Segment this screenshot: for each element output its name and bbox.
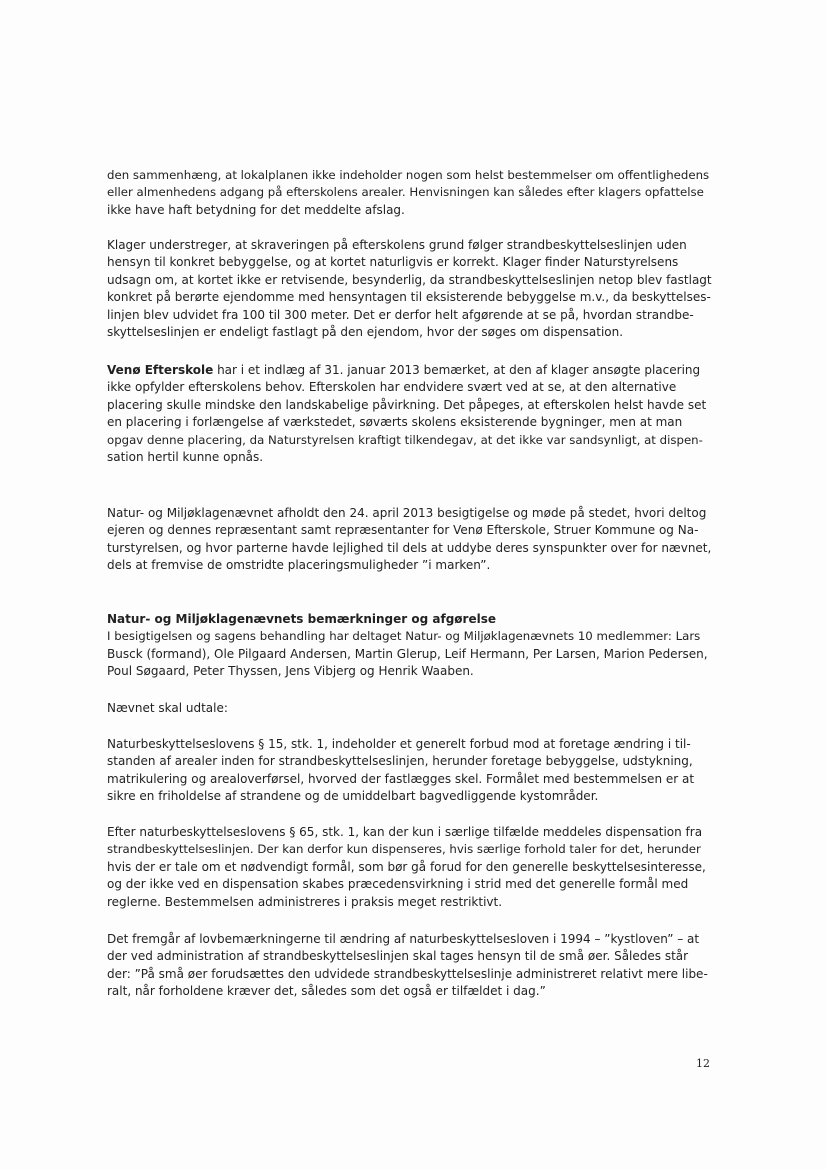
text-line: og der ikke ved en dispensation skabes præcedensvirkning i strid med det generelle formål med: [107, 877, 689, 892]
text-line: den sammenhæng, at lokalplanen ikke indeholder nogen som helst bestemmelser om offentlighedens: [107, 168, 710, 182]
text-line: dels at fremvise de omstridte placeringsmuligheder ”i marken”.: [107, 558, 491, 573]
text-line: sikre en friholdelse af strandene og de umiddelbart bagvedliggende kystområder.: [107, 789, 599, 804]
text-line: linjen blev udvidet fra 100 til 300 meter. Det er derfor helt afgørende at se på, hvordan strandbe-: [107, 307, 694, 322]
text-line: hensyn til konkret bebyggelse, og at kortet naturligvis er korrekt. Klager finder Naturstyrelsens: [107, 255, 679, 270]
text-line: matrikulering og arealoverførsel, hvorved der fastlægges skel. Formålet med bestemmelsen er at: [107, 771, 695, 786]
text-line: standen af arealer inden for strandbeskyttelseslinjen, herunder foretage bebyggelse, udstykning,: [107, 754, 693, 769]
text-line: Poul Søgaard, Peter Thyssen, Jens Vibjerg og Henrik Waaben.: [107, 664, 474, 679]
text-line: opgav denne placering, da Naturstyrelsen kraftigt tilkendegav, at det ikke var sandsynligt, at dispen-: [107, 432, 703, 447]
text-line: Klager understreger, at skraveringen på efterskolens grund følger strandbeskyttelseslinjen uden: [107, 238, 687, 252]
paragraph-klager: [107, 237, 712, 341]
text-line: ikke opfylder efterskolens behov. Efterskolen har endvidere svært ved at se, at den alternative: [107, 380, 677, 395]
text-line: Nævnet skal udtale:: [107, 701, 228, 715]
paragraph-kystloven: [107, 931, 712, 1001]
page-number: 12: [696, 1057, 710, 1070]
text-line: I besigtigelsen og sagens behandling har deltaget Natur- og Miljøklagenævnets 10 medlemmer: Lars: [107, 629, 701, 644]
text-line: Naturbeskyttelseslovens § 15, stk. 1, indeholder et generelt forbud mod at foretage ændring i til-: [107, 737, 691, 751]
paragraph-lokalplan: [107, 167, 712, 219]
text-line: Efter naturbeskyttelseslovens § 65, stk. 1, kan der kun i særlige tilfælde meddeles dispensation fra: [107, 825, 703, 839]
section-heading: Natur- og Miljøklagenævnets bemærkninger og afgørelse: [107, 612, 496, 626]
text-line: placering skulle mindske den landskabelige påvirkning. Det påpeges, at efterskolen helst havde set: [107, 397, 707, 412]
text-line: konkret på berørte ejendomme med hensyntagen til eksisterende bebyggelse m.v., da beskyttelses-: [107, 290, 711, 305]
text-line: ejeren og dennes repræsentant samt repræsentanter for Venø Efterskole, Struer Kommune og Na-: [107, 523, 699, 538]
paragraph-besigtigelse: [107, 505, 712, 575]
text-line: der ved administration af strandbeskyttelseslinjen skal tages hensyn til de små øer. Således står: [107, 949, 689, 964]
text-line: hvis der er tale om et nødvendigt formål, som bør gå forud for den generelle beskyttelsesinteresse,: [107, 859, 706, 874]
text-line: skyttelseslinjen er endeligt fastlagt på den ejendom, hvor der søges om dispensation.: [107, 325, 624, 340]
text-line: eller almenhedens adgang på efterskolens arealer. Henvisningen kan således efter klagers opfattelse: [107, 185, 704, 200]
paragraph-naevnets-bemaerkninger: [107, 611, 712, 681]
text-line: Natur- og Miljøklagenævnet afholdt den 24. april 2013 besigtigelse og møde på stedet, hvori deltog: [107, 506, 707, 520]
text-line: turstyrelsen, og hvor parterne havde lejlighed til dels at uddybe deres synspunkter over for nævnet,: [107, 540, 712, 555]
text-line: ralt, når forholdene kræver det, således som det også er tilfældet i dag.”: [107, 984, 546, 999]
paragraph-paragraf-65: [107, 824, 712, 911]
text-line: strandbeskyttelseslinjen. Der kan derfor kun dispenseres, hvis særlige forhold taler for det, herunder: [107, 842, 701, 857]
paragraph-venoe-efterskole: [107, 362, 712, 466]
text-line: ikke have haft betydning for det meddelte afslag.: [107, 202, 405, 217]
text-line: der: ”På små øer forudsættes den udvidede strandbeskyttelseslinje administreret relativt mere libe-: [107, 966, 708, 981]
text-line: sation hertil kunne opnås.: [107, 450, 264, 465]
text-line: [107, 362, 712, 379]
paragraph-naevnet-udtale: [107, 700, 712, 717]
text-line: en placering i forlængelse af værkstedet, søværts skolens eksisterende bygninger, men at man: [107, 415, 683, 430]
text-line: udsagn om, at kortet ikke er retvisende, besynderlig, da strandbeskyttelseslinjen netop blev fastlagt: [107, 272, 712, 287]
venoe-efterskole-lead: Venø Efterskole: [107, 363, 214, 377]
text-line: reglerne. Bestemmelsen administreres i praksis meget restriktivt.: [107, 894, 503, 909]
paragraph-paragraf-15: [107, 736, 712, 806]
text-line: Det fremgår af lovbemærkningerne til ændring af naturbeskyttelsesloven i 1994 – ”kystloven” – at: [107, 932, 700, 946]
text-line-rest: har i et indlæg af 31. januar 2013 bemærket, at den af klager ansøgte placering: [213, 363, 701, 377]
text-line: Busck (formand), Ole Pilgaard Andersen, Martin Glerup, Leif Hermann, Per Larsen, Marion Pedersen,: [107, 646, 708, 661]
